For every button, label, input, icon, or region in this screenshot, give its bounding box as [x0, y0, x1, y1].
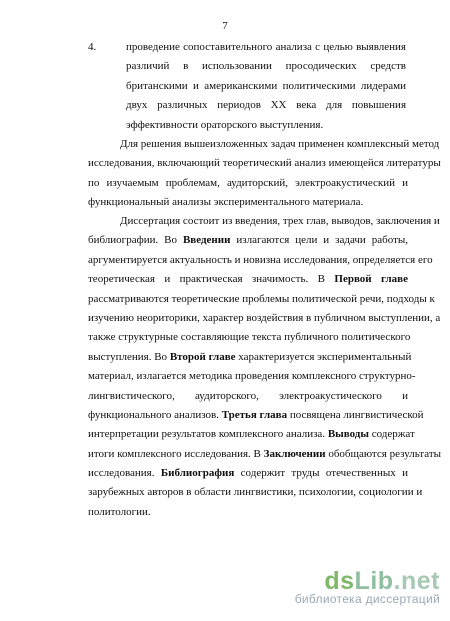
paragraph-line: аргументируется актуальность и новизна исследования, определяется его [88, 253, 433, 266]
paragraph-line: изучению неориторики, характер воздействия в публичном выступлении, а [88, 311, 441, 324]
paragraph-line: также структурные составляющие текста публичного политического [88, 331, 411, 344]
paragraph-line: интерпретации результатов комплексного анализа. Выводы содержат [88, 428, 415, 441]
paragraph-line: исследования. Библиография содержит труды отечественных и [88, 467, 409, 480]
paragraph-line: исследования, включающий теоретический анализ имеющейся литературы [88, 157, 441, 170]
list-line: эффективности ораторского выступления. [126, 118, 324, 131]
paragraph-line: функционального анализов. Третья глава посвящена лингвистической [88, 408, 424, 421]
paragraph-line: зарубежных авторов в области лингвистики, психологии, социологии и [88, 486, 423, 499]
list-line: проведение сопоставительного анализа с целью выявления [126, 41, 406, 53]
list-item-text [126, 38, 406, 135]
list-line: различий в использовании просодических средств [126, 60, 406, 73]
paragraph-line: выступления. Во Второй главе характеризуется экспериментальный [88, 350, 412, 363]
term-introduction: Введении [182, 234, 231, 247]
paragraph-line: библиографии. Во Введении излагаются цели и задачи работы, [88, 234, 409, 247]
paragraph-line: политологии. [88, 505, 151, 518]
dslib-subtitle: библиотека диссертаций [294, 592, 440, 606]
paragraph-line: итоги комплексного исследования. В Заключении обобщаются результаты [88, 447, 442, 460]
dslib-watermark [265, 568, 440, 606]
paragraph-line: функциональный анализы экспериментального материала. [88, 196, 364, 209]
page-number: 7 [222, 20, 228, 32]
paragraph-methods [88, 135, 441, 213]
term-third-chapter: Третья глава [221, 408, 288, 421]
paragraph-structure [88, 212, 442, 522]
paragraph-line: рассматриваются теоретические проблемы политической речи, подходы к [88, 292, 435, 305]
paragraph-line: Для решения вышеизложенных задач применен комплексный метод [120, 138, 440, 150]
paragraph-line: теоретическая и практическая значимость. В Первой главе [88, 273, 408, 286]
list-item-number: 4. [88, 41, 97, 53]
list-line: двух различных периодов XX века для повышения [126, 99, 406, 112]
term-conclusions: Выводы [327, 428, 369, 441]
paragraph-line: Диссертация состоит из введения, трех глав, выводов, заключения и [120, 215, 440, 227]
dslib-logo: dsLib.net [324, 567, 440, 595]
paragraph-line: по изучаемым проблемам, аудиторский, электроакустический и [88, 176, 408, 189]
paragraph-line: лингвистического, аудиторского, электроакустического и [88, 389, 408, 402]
term-first-chapter: Первой главе [334, 273, 408, 286]
list-line: британскими и американскими политическими лидерами [126, 79, 406, 92]
term-bibliography: Библиография [160, 467, 235, 480]
term-summary: Заключении [263, 447, 326, 460]
paragraph-line: материал, излагается методика проведения комплексного структурно- [88, 370, 416, 383]
term-second-chapter: Второй главе [169, 350, 236, 363]
